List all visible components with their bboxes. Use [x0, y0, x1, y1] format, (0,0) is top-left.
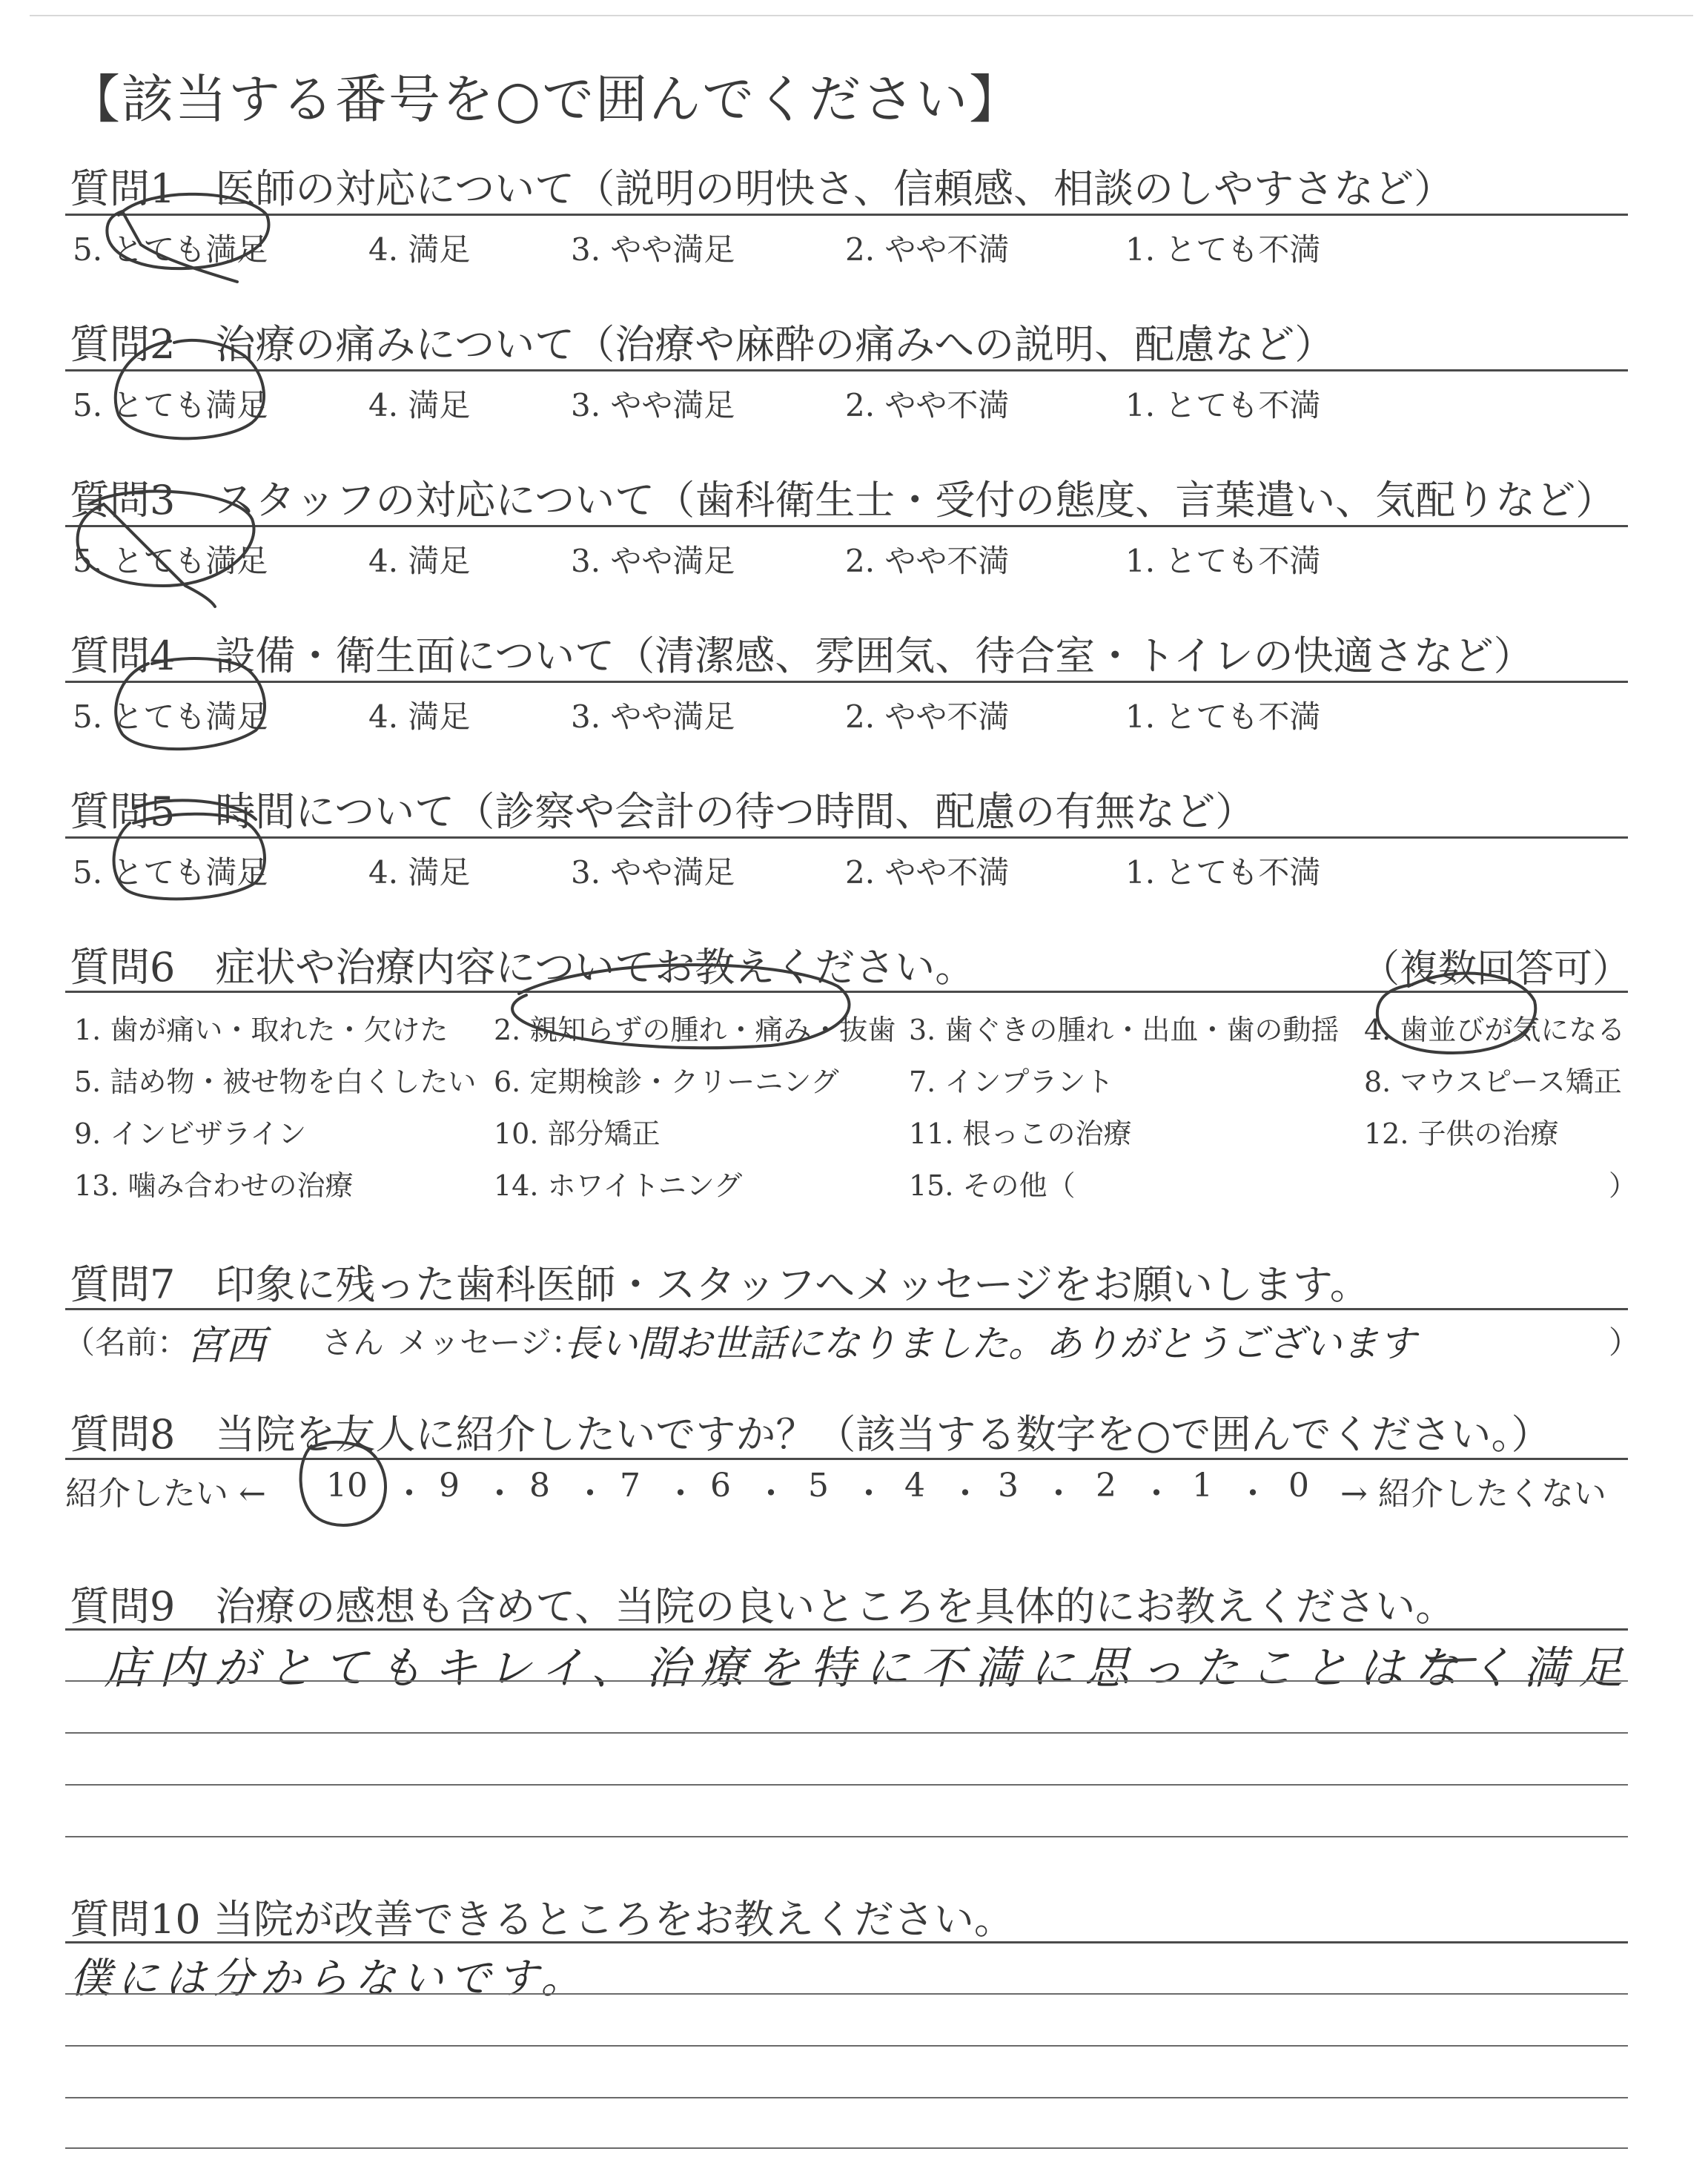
q6-option-15[interactable]: 15. その他（ — [909, 1169, 1076, 1202]
q5-selection-circle — [114, 800, 265, 899]
q5-option-2[interactable]: 2. やや不満 — [845, 854, 1010, 891]
q7-name-label: （名前： — [64, 1324, 189, 1361]
q4-option-1[interactable]: 1. とても不満 — [1125, 698, 1321, 735]
q8-scale-1[interactable]: 1 — [1192, 1467, 1213, 1505]
q3-option-1[interactable]: 1. とても不満 — [1125, 543, 1321, 579]
q7-close: ） — [1609, 1324, 1641, 1361]
q8-dot: ・ — [1237, 1475, 1269, 1513]
q3-option-2[interactable]: 2. やや不満 — [845, 543, 1010, 579]
q8-scale-3[interactable]: 3 — [998, 1467, 1019, 1505]
question-6-note: （複数回答可） — [1361, 947, 1632, 991]
q8-dot: ・ — [1042, 1475, 1075, 1513]
q6-option-5[interactable]: 5. 詰め物・被せ物を白くしたい — [74, 1066, 477, 1098]
q2-selection-circle — [116, 340, 264, 438]
q6-option-13[interactable]: 13. 噛み合わせの治療 — [74, 1169, 354, 1202]
q6-option-7[interactable]: 7. インプラント — [909, 1066, 1114, 1098]
q6-option-14[interactable]: 14. ホワイトニング — [494, 1169, 743, 1202]
q1-option-2[interactable]: 2. やや不満 — [845, 231, 1010, 268]
q8-dot: ・ — [853, 1475, 885, 1513]
q6-option-1[interactable]: 1. 歯が痛い・取れた・欠けた — [74, 1014, 448, 1046]
q8-dot: ・ — [393, 1475, 426, 1513]
question-10-title: 質問10 当院が改善できるところをお教えください。 — [70, 1896, 1014, 1943]
q3-option-3[interactable]: 3. やや満足 — [571, 543, 735, 579]
q4-option-5[interactable]: 5. とても満足 — [73, 698, 268, 735]
q7-name-value[interactable]: 宮西 — [185, 1322, 265, 1369]
q6-option-2-circle — [512, 965, 849, 1048]
q3-option-5[interactable]: 5. とても満足 — [73, 543, 268, 579]
q8-selection-circle — [301, 1442, 385, 1525]
q8-scale-8[interactable]: 8 — [529, 1467, 550, 1505]
q4-option-4[interactable]: 4. 満足 — [368, 698, 471, 735]
question-1-title: 質問1 医師の対応について（説明の明快さ、信頼感、相談のしやすさなど） — [70, 165, 1454, 212]
instruction-header: 【該当する番号を○で囲んでください】 — [68, 69, 1023, 130]
q8-dot: ・ — [1140, 1475, 1173, 1513]
q1-selection-circle — [107, 194, 268, 282]
q5-option-4[interactable]: 4. 満足 — [368, 854, 471, 891]
q6-option-10[interactable]: 10. 部分矯正 — [494, 1117, 661, 1150]
question-5-title: 質問5 時間について（診察や会計の待つ時間、配慮の有無など） — [70, 788, 1256, 835]
q2-option-2[interactable]: 2. やや不満 — [845, 387, 1010, 423]
q6-option-2[interactable]: 2. 親知らずの腫れ・痛み・抜歯 — [494, 1014, 896, 1046]
q3-selection-circle — [78, 492, 254, 607]
q7-message-value[interactable]: 長い間お世話になりました。ありがとうございます — [563, 1322, 1416, 1365]
q4-option-2[interactable]: 2. やや不満 — [845, 698, 1010, 735]
q5-option-1[interactable]: 1. とても不満 — [1125, 854, 1321, 891]
q8-scale-5[interactable]: 5 — [808, 1467, 829, 1505]
question-6-title: 質問6 症状や治療内容についてお教えください。 — [70, 944, 976, 991]
question-4-title: 質問4 設備・衛生面について（清潔感、雰囲気、待合室・トイレの快適さなど） — [70, 633, 1534, 679]
q8-scale-6[interactable]: 6 — [710, 1467, 731, 1505]
q1-option-4[interactable]: 4. 満足 — [368, 231, 471, 268]
q8-dot: ・ — [664, 1475, 697, 1513]
q8-scale-9[interactable]: 9 — [439, 1467, 460, 1505]
q1-option-1[interactable]: 1. とても不満 — [1125, 231, 1321, 268]
q10-answer[interactable]: 僕には分からないです。 — [70, 1955, 589, 2003]
q6-option-11[interactable]: 11. 根っこの治療 — [909, 1117, 1132, 1150]
q6-option-4[interactable]: 4. 歯並びが気になる — [1364, 1014, 1626, 1046]
q6-option-12[interactable]: 12. 子供の治療 — [1364, 1117, 1559, 1150]
q8-scale-0[interactable]: 0 — [1288, 1467, 1309, 1505]
q6-option-8[interactable]: 8. マウスピース矯正 — [1364, 1066, 1622, 1098]
q7-san-label: さん — [322, 1324, 385, 1361]
q8-dot: ・ — [949, 1475, 982, 1513]
q6-option-6[interactable]: 6. 定期検診・クリーニング — [494, 1066, 839, 1098]
q6-option-4-circle — [1377, 974, 1535, 1053]
q6-option-3[interactable]: 3. 歯ぐきの腫れ・出血・歯の動揺 — [909, 1014, 1340, 1046]
question-9-title: 質問9 治療の感想も含めて、当院の良いところを具体的にお教えください。 — [70, 1583, 1456, 1630]
q8-scale-2[interactable]: 2 — [1096, 1467, 1116, 1505]
question-2-title: 質問2 治療の痛みについて（治療や麻酔の痛みへの説明、配慮など） — [70, 321, 1335, 368]
q8-dot: ・ — [574, 1475, 606, 1513]
q8-dot: ・ — [755, 1475, 787, 1513]
q8-dot: ・ — [483, 1475, 516, 1513]
question-7-title: 質問7 印象に残った歯科医師・スタッフへメッセージをお願いします。 — [70, 1261, 1370, 1308]
q8-scale-10[interactable]: 10 — [326, 1467, 368, 1505]
q6-other-close: ） — [1609, 1169, 1638, 1202]
q9-answer-end-stroke — [1431, 1659, 1475, 1661]
q2-option-1[interactable]: 1. とても不満 — [1125, 387, 1321, 423]
q6-option-9[interactable]: 9. インビザライン — [74, 1117, 307, 1150]
question-8-title: 質問8 当院を友人に紹介したいですか？（該当する数字を○で囲んでください。） — [70, 1411, 1552, 1458]
q4-selection-circle — [116, 658, 265, 749]
q1-option-3[interactable]: 3. やや満足 — [571, 231, 735, 268]
q2-option-3[interactable]: 3. やや満足 — [571, 387, 735, 423]
q1-option-5[interactable]: 5. とても満足 — [73, 231, 268, 268]
q3-option-4[interactable]: 4. 満足 — [368, 543, 471, 579]
q5-option-3[interactable]: 3. やや満足 — [571, 854, 735, 891]
q9-answer[interactable]: 店内がとてもキレイ、治療を特に不満に思ったことはなく満足 — [104, 1642, 1633, 1694]
q7-message-label: メッセージ： — [397, 1324, 583, 1361]
q4-option-3[interactable]: 3. やや満足 — [571, 698, 735, 735]
q8-right-label: → 紹介したくない — [1340, 1475, 1606, 1513]
q8-scale-7[interactable]: 7 — [620, 1467, 640, 1505]
q8-left-label: 紹介したい ← — [65, 1475, 266, 1513]
q2-option-5[interactable]: 5. とても満足 — [73, 387, 268, 423]
q5-option-5[interactable]: 5. とても満足 — [73, 854, 268, 891]
q8-scale-4[interactable]: 4 — [904, 1467, 925, 1505]
question-3-title: 質問3 スタッフの対応について（歯科衛生士・受付の態度、言葉遣い、気配りなど） — [70, 477, 1616, 524]
q2-option-4[interactable]: 4. 満足 — [368, 387, 471, 423]
